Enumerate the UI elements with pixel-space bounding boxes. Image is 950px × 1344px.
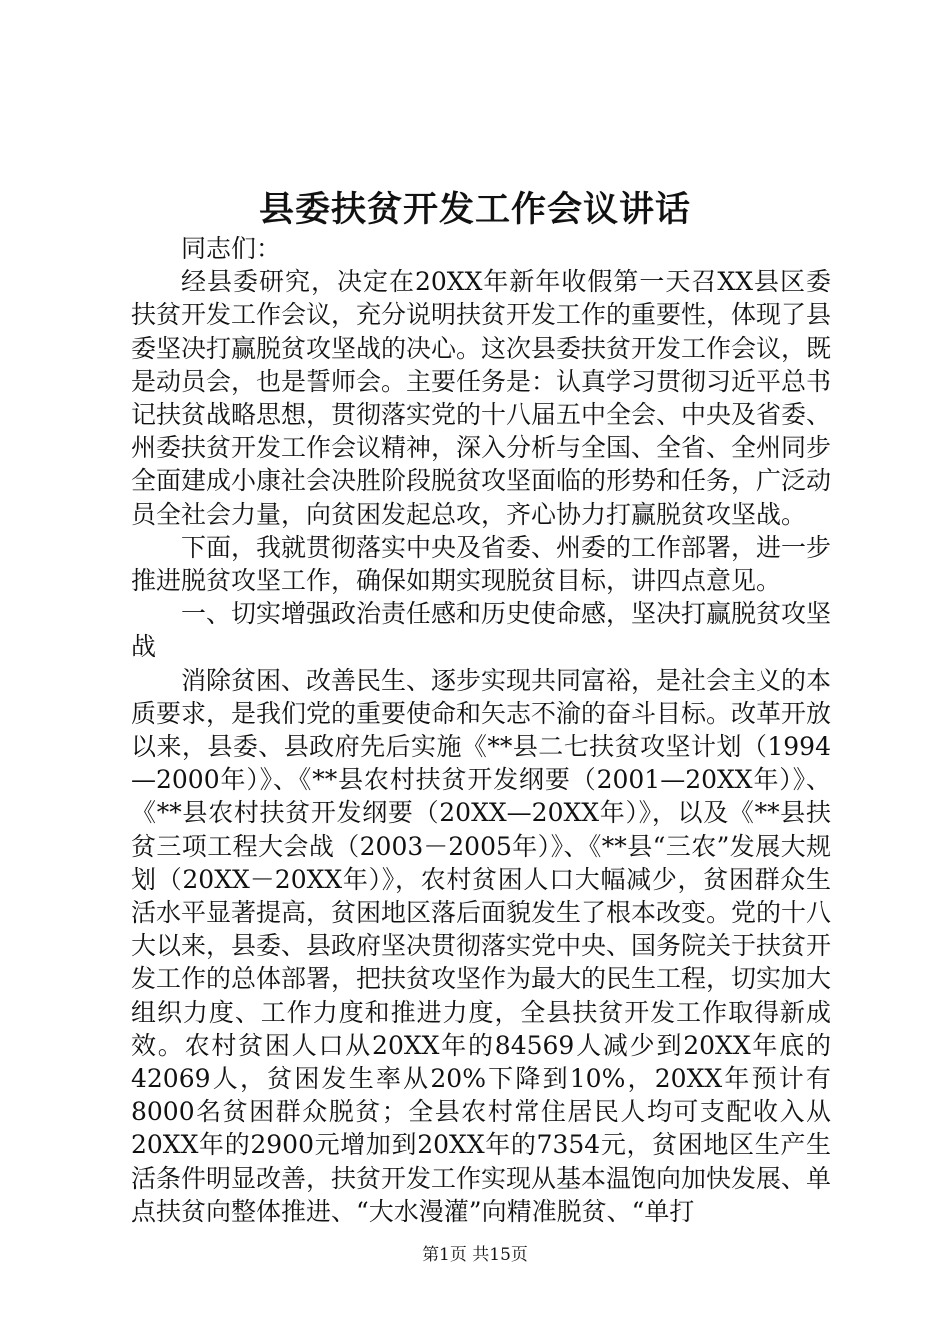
salutation-paragraph: 同志们： — [181, 234, 282, 263]
body-paragraph: 下面，我就贯彻落实中央及省委、州委的工作部署，进一步推进脱贫攻坚工作，确保如期实现脱贫目标，讲四点意见。 — [131, 532, 832, 596]
body-paragraph: 消除贫困、改善民生、逐步实现共同富裕，是社会主义的本质要求，是我们党的重要使命和矢志不渝的奋斗目标。改革开放以来，县委、县政府先后实施《**县二七扶贫攻坚计划（1994—2000年）》、《**县农村扶贫开发纲要（2001—20XX年）》、《**县农村扶贫开发纲要（20XX—20XX年）》，以及《**县扶贫三项工程大会战（2003－2005年）》、《**县“三农”发展大规划（20XX－20XX年）》，农村贫困人口大幅减少，贫困群众生活水平显著提高，贫困地区落后面貌发生了根本改变。党的十八大以来，县委、县政府坚决贯彻落实党中央、国务院关于扶贫开发工作的总体部署，把扶贫攻坚作为最大的民生工程，切实加大组织力度、工作力度和推进力度，全县扶贫开发工作取得新成效。农村贫困人口从20XX年的84569人减少到20XX年底的42069人，贫困发生率从20%下降到10%，20XX年预计有8000名贫困群众脱贫；全县农村常住居民人均可支配收入从20XX年的2900元增加到20XX年的7354元，贫困地区生产生活条件明显改善，扶贫开发工作实现从基本温饱向加快发展、单点扶贫向整体推进、“大水漫灌”向精准脱贫、“单打 — [131, 665, 832, 1226]
body-paragraph: 经县委研究，决定在20XX年新年收假第一天召XX县区委扶贫开发工作会议，充分说明扶贫开发工作的重要性，体现了县委坚决打赢脱贫攻坚战的决心。这次县委扶贫开发工作会议，既是动员会，也是誓师会。主要任务是：认真学习贯彻习近平总书记扶贫战略思想，贯彻落实党的十八届五中全会、中央及省委、州委扶贫开发工作会议精神，深入分析与全国、全省、全州同步全面建成小康社会决胜阶段脱贫攻坚面临的形势和任务，广泛动员全社会力量，向贫困发起总攻，齐心协力打赢脱贫攻坚战。 — [131, 267, 832, 529]
page-title: 县委扶贫开发工作会议讲话 — [258, 189, 691, 230]
document-body — [131, 232, 831, 1228]
page-number: 第1页 共15页 — [422, 1245, 528, 1265]
section-heading: 一、切实增强政治责任感和历史使命感，坚决打赢脱贫攻坚战 — [131, 599, 832, 662]
